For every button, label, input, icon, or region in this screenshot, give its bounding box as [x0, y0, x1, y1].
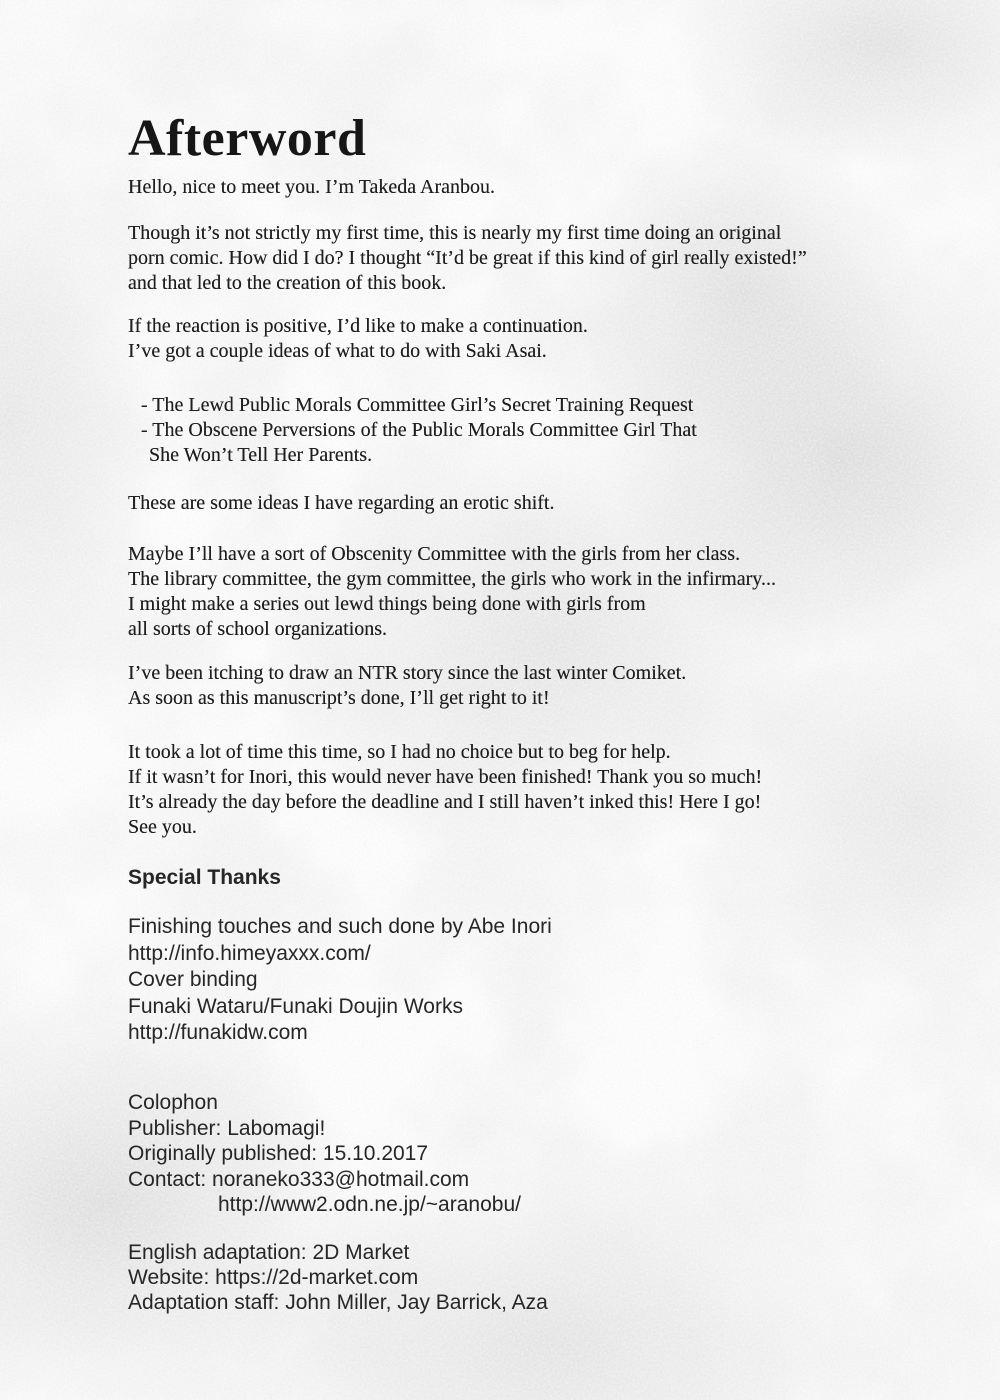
text-line: The library committee, the gym committee, the girls who work in the infirmary...: [128, 568, 776, 590]
odn-url-line: http://www2.odn.ne.jp/~aranobu/: [218, 1193, 521, 1216]
deadline-paragraph: [128, 740, 762, 840]
text-line: Maybe I’ll have a sort of Obscenity Committee with the girls from her class.: [128, 543, 741, 565]
first-time-paragraph: [128, 221, 807, 296]
text-line: Hello, nice to meet you. I’m Takeda Aranbou.: [128, 176, 496, 198]
idea-list: [128, 393, 697, 468]
erotic-shift-paragraph: [128, 491, 554, 516]
text-line: porn comic. How did I do? I thought “It’d be great if this kind of girl really existed!”: [128, 247, 807, 269]
funakidw-url-line: http://funakidw.com: [128, 1021, 308, 1044]
colophon-block: [128, 1090, 521, 1218]
adaptation-line: English adaptation: 2D Market: [128, 1241, 410, 1264]
text-line: If it wasn’t for Inori, this would never have been finished! Thank you so much!: [128, 766, 763, 788]
page-content: [128, 0, 968, 1400]
text-line: and that led to the creation of this book.: [128, 272, 447, 294]
special-thanks-heading: Special Thanks: [128, 866, 281, 889]
text-line: I might make a series out lewd things being done with girls from: [128, 593, 646, 615]
colophon-heading: Colophon: [128, 1091, 218, 1114]
staff-line: Adaptation staff: John Miller, Jay Barrick, Aza: [128, 1291, 548, 1314]
text-line: If the reaction is positive, I’d like to make a continuation.: [128, 315, 588, 337]
text-line: all sorts of school organizations.: [128, 618, 388, 640]
idea-item: - The Obscene Perversions of the Public Morals Committee Girl That: [141, 419, 697, 441]
published-date-line: Originally published: 15.10.2017: [128, 1142, 429, 1165]
text-line: Cover binding: [128, 968, 258, 991]
market-url-line: Website: https://2d-market.com: [128, 1266, 419, 1289]
contact-email-line: Contact: noraneko333@hotmail.com: [128, 1167, 470, 1191]
idea-item-continuation: She Won’t Tell Her Parents.: [149, 444, 373, 466]
text-line: As soon as this manuscript’s done, I’ll get right to it!: [128, 687, 550, 709]
himeya-url-line: http://info.himeyaxxx.com/: [128, 941, 371, 965]
text-line: Funaki Wataru/Funaki Doujin Works: [128, 994, 463, 1018]
text-line: I’ve been itching to draw an NTR story since the last winter Comiket.: [128, 662, 687, 684]
text-line: See you.: [128, 816, 197, 838]
text-line: It took a lot of time this time, so I had no choice but to beg for help.: [128, 741, 671, 763]
idea-item: - The Lewd Public Morals Committee Girl’s Secret Training Request: [141, 394, 694, 416]
ntr-paragraph: [128, 661, 686, 711]
continuation-paragraph: [128, 314, 588, 364]
special-thanks-block: [128, 914, 552, 1047]
text-line: These are some ideas I have regarding an erotic shift.: [128, 492, 555, 514]
adaptation-block: [128, 1240, 548, 1315]
text-line: I’ve got a couple ideas of what to do with Saki Asai.: [128, 340, 547, 362]
committee-ideas-paragraph: [128, 542, 776, 642]
page-title: Afterword: [128, 109, 367, 167]
text-line: Finishing touches and such done by Abe Inori: [128, 915, 552, 938]
publisher-line: Publisher: Labomagi!: [128, 1116, 326, 1140]
text-line: Though it’s not strictly my first time, this is nearly my first time doing an original: [128, 222, 782, 244]
text-line: It’s already the day before the deadline and I still haven’t inked this! Here I go!: [128, 791, 762, 813]
intro-paragraph: [128, 175, 495, 200]
